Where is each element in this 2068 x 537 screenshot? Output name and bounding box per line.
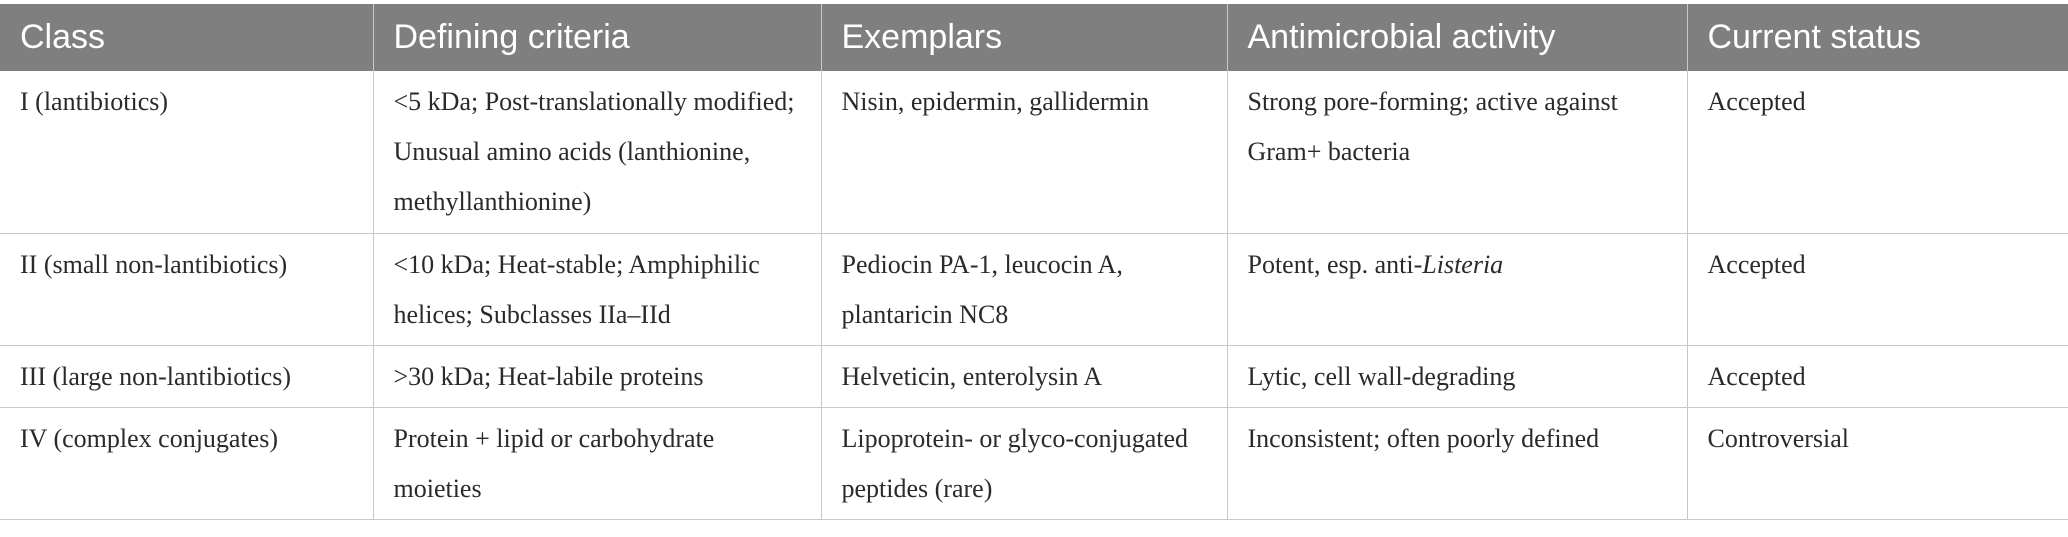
table-row	[0, 234, 2068, 346]
header-antimicrobial-activity: Antimicrobial activity	[1227, 4, 1687, 71]
cell-class: III (large non-lantibiotics)	[0, 346, 373, 408]
cell-class: I (lantibiotics)	[0, 71, 373, 234]
cell-activity	[1227, 234, 1687, 346]
cell-exemplars: Nisin, epidermin, gallidermin	[821, 71, 1227, 234]
cell-criteria: <5 kDa; Post-translationally modified; Unusual amino acids (lanthionine, methyllanthionine)	[373, 71, 821, 234]
header-class: Class	[0, 4, 373, 71]
cell-activity: Lytic, cell wall-degrading	[1227, 346, 1687, 408]
header-current-status: Current status	[1687, 4, 2068, 71]
cell-criteria: >30 kDa; Heat-labile proteins	[373, 346, 821, 408]
cell-status: Accepted	[1687, 346, 2068, 408]
activity-taxon-italic: Listeria	[1422, 250, 1504, 279]
header-row	[0, 4, 2068, 71]
cell-criteria: Protein + lipid or carbohydrate moieties	[373, 408, 821, 520]
table-row	[0, 408, 2068, 520]
cell-exemplars: Lipoprotein- or glyco-conjugated peptides (rare)	[821, 408, 1227, 520]
cell-class: IV (complex conjugates)	[0, 408, 373, 520]
cell-criteria: <10 kDa; Heat-stable; Amphiphilic helices; Subclasses IIa–IId	[373, 234, 821, 346]
cell-status: Controversial	[1687, 408, 2068, 520]
cell-status: Accepted	[1687, 71, 2068, 234]
table-row	[0, 71, 2068, 234]
table-body	[0, 71, 2068, 520]
cell-status: Accepted	[1687, 234, 2068, 346]
cell-activity: Strong pore-forming; active against Gram+ bacteria	[1227, 71, 1687, 234]
cell-exemplars: Helveticin, enterolysin A	[821, 346, 1227, 408]
bacteriocin-classification-table	[0, 4, 2068, 520]
header-exemplars: Exemplars	[821, 4, 1227, 71]
cell-exemplars: Pediocin PA-1, leucocin A, plantaricin NC8	[821, 234, 1227, 346]
table-row	[0, 346, 2068, 408]
activity-text: Potent, esp. anti-	[1247, 250, 1423, 279]
cell-class: II (small non-lantibiotics)	[0, 234, 373, 346]
header-defining-criteria: Defining criteria	[373, 4, 821, 71]
cell-activity: Inconsistent; often poorly defined	[1227, 408, 1687, 520]
table-header	[0, 4, 2068, 71]
